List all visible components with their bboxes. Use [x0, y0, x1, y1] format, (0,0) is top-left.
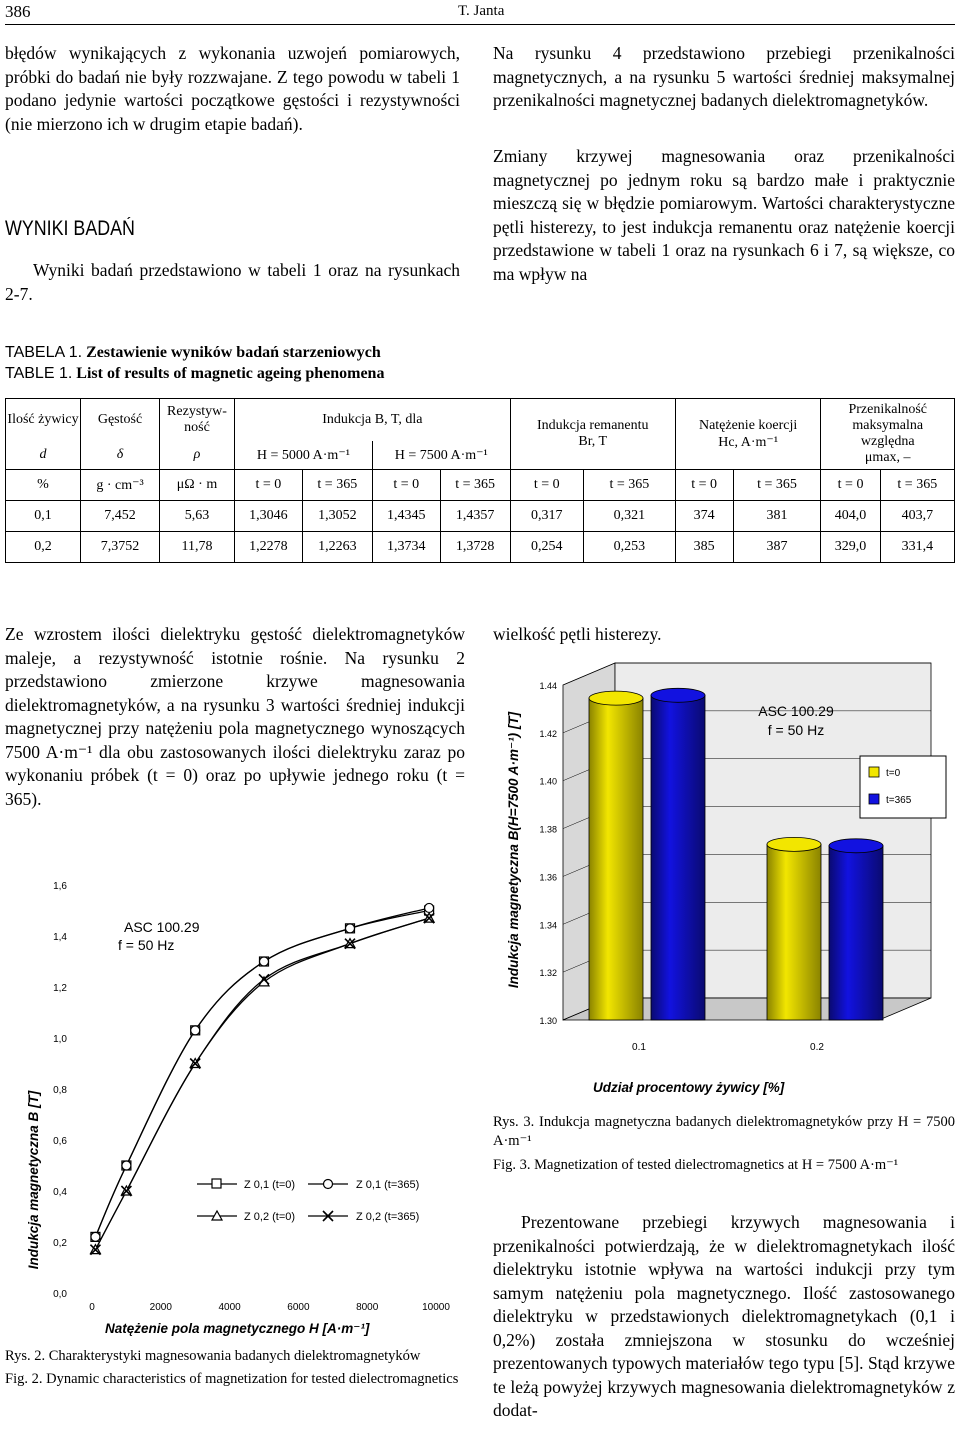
legend-label: Z 0,1 (t=365): [356, 1179, 420, 1191]
fig2-markers: [90, 903, 434, 1254]
data-point-circle: [91, 1232, 100, 1241]
table-label-pl: TABELA 1.: [5, 344, 83, 361]
fig3-caption-pl: Rys. 3. Indukcja magnetyczna badanych dielektromagnetyków przy H = 7500 A·m⁻¹: [493, 1114, 955, 1149]
fig2-ylabel: Indukcja magnetyczna B [T]: [26, 1090, 41, 1270]
fig2-annotation-line2: f = 50 Hz: [118, 937, 175, 953]
table-cell: 0,253: [583, 532, 675, 563]
y-tick-label: 0,2: [53, 1238, 67, 1249]
col1-bottom-paragraph: Ze wzrostem ilości dielektryku gęstość dielektromagnetyków maleje, a rezystywność istotnie rośnie. Na rysunku 2 przedstawiono zmierzone krzywe magnesowania dielektromagnetyków, a na rysunku 3 wartości średniej indukcji magnetycznej przy natężeniu pola magnetycznego wynoszących 7500 A·m⁻¹ dla obu zastosowanych ilości dielektryku zaraz po wykonaniu próbek (t = 0) oraz po upływie jednego roku (t = 365).: [5, 624, 465, 809]
intro-paragraph: błędów wynikających z wykonania uzwojeń pomiarowych, próbki do badań nie były rozzwajane. Z tego powodu w tabeli 1 podano jedynie wartości początkowe gęstości i rezystywności (nie mierzono ich w drugim etapie badań).: [5, 43, 460, 134]
data-point-circle: [425, 903, 434, 912]
y-tick-label: 1,0: [53, 1034, 67, 1045]
y-tick-label: 1.32: [539, 968, 557, 979]
col2-paragraph-1: Na rysunku 4 przedstawiono przebiegi przenikalności magnetycznych, a na rysunku 5 wartości średniej maksymalnej przenikalności magnetycznej badanych dielektromagnetyków.: [493, 43, 955, 110]
results-paragraph: Wyniki badań przedstawiono w tabeli 1 oraz na rysunkach 2-7.: [5, 260, 460, 304]
unit-cell: t = 0: [510, 470, 583, 501]
th-koercja-symbol: Hc, A·m⁻¹: [718, 434, 779, 450]
th-remanent-symbol: Br, T: [578, 434, 608, 449]
table-cell: 331,4: [880, 532, 954, 563]
bar: [589, 698, 643, 1020]
fig2-caption-pl: Rys. 2. Charakterystyki magnesowania badanych dielektromagnetyków: [5, 1348, 421, 1364]
fig2-axes: [53, 881, 450, 1313]
section-heading: WYNIKI BADAŃ: [5, 217, 135, 240]
table-cell: 1,4357: [440, 501, 510, 532]
y-tick-label: 1,4: [53, 932, 67, 943]
th-indukcja: Indukcja B, T, dla: [235, 399, 511, 442]
table-cell: 0,321: [583, 501, 675, 532]
legend-label: Z 0,1 (t=0): [244, 1179, 296, 1191]
table-cell: 1,2278: [235, 532, 303, 563]
fig3-caption-en: Fig. 3. Magnetization of tested dielectromagnetics at H = 7500 A·m⁻¹: [493, 1157, 899, 1173]
th-ilosc: Ilość żywicy: [6, 399, 81, 442]
table-cell: 403,7: [880, 501, 954, 532]
page-number: 386: [5, 2, 31, 21]
unit-cell: %: [6, 470, 81, 501]
table-cell: 1,3046: [235, 501, 303, 532]
th-gestosc: Gęstość: [81, 399, 160, 442]
legend-label: Z 0,2 (t=0): [244, 1211, 296, 1223]
th-przenik-label: Przenikalność maksymalna względna: [848, 402, 927, 449]
th-remanent-label: Indukcja remanentu: [536, 418, 649, 433]
legend-swatch: [869, 767, 879, 777]
unit-cell: t = 365: [302, 470, 372, 501]
table-cell: 1,3728: [440, 532, 510, 563]
fig3-legend: [860, 756, 946, 818]
y-tick-label: 1.34: [539, 920, 557, 931]
y-tick-label: 1.36: [539, 872, 557, 883]
table-cell: 11,78: [160, 532, 235, 563]
unit-cell: t = 365: [440, 470, 510, 501]
y-tick-label: 0,0: [53, 1289, 67, 1300]
legend-label: Z 0,2 (t=365): [356, 1211, 420, 1223]
th-rezyst: Rezystyw-ność: [160, 399, 235, 442]
x-tick-label: 6000: [287, 1302, 310, 1313]
fig2-xlabel: Natężenie pola magnetycznego H [A·m⁻¹]: [105, 1321, 370, 1336]
table-row: [6, 532, 955, 563]
fig3-xlabel: Udział procentowy żywicy [%]: [593, 1080, 785, 1095]
x-tick-label: 0.1: [632, 1042, 646, 1053]
y-tick-label: 1.40: [539, 776, 557, 787]
series-line: [95, 918, 429, 1250]
bar: [651, 695, 705, 1020]
data-point-circle: [260, 957, 269, 966]
unit-cell: t = 365: [733, 470, 821, 501]
bar: [767, 844, 821, 1020]
x-tick-label: 8000: [356, 1302, 379, 1313]
data-point-circle: [346, 924, 355, 933]
fig3-ylabel: Indukcja magnetyczna B(H=7500 A·m⁻¹) [T]: [506, 711, 521, 989]
table-row: [6, 501, 955, 532]
col2-paragraph-2: Zmiany krzywej magnesowania oraz przenikalności magnetycznej po jednym roku są bardzo małe i praktycznie mieszczą się w błędzie pomiarowym. Wartości charakterystyczne pętli histerezy, to jest indukcja remanentu oraz natężenie koercji przedstawione w tabeli 1 oraz na rysunkach 6 i 7, są większe, co ma wpływ na: [493, 146, 955, 284]
series-line: [95, 918, 429, 1250]
legend-marker-square: [212, 1179, 221, 1188]
legend-label: t=0: [886, 768, 901, 779]
legend-swatch: [869, 794, 879, 804]
table-cell: 0,254: [510, 532, 583, 563]
legend-label: t=365: [886, 795, 912, 806]
fig3-annotation-line2: f = 50 Hz: [767, 722, 825, 738]
table-cell: 5,63: [160, 501, 235, 532]
unit-cell: t = 365: [583, 470, 675, 501]
page-header: [5, 0, 955, 25]
y-tick-label: 1.42: [539, 728, 557, 739]
unit-cell: μΩ · m: [160, 470, 235, 501]
th-przenik: [821, 399, 955, 470]
table-cell: 374: [675, 501, 733, 532]
table-cell: 7,3752: [81, 532, 160, 563]
legend-marker-circle: [324, 1180, 333, 1189]
running-author: T. Janta: [458, 3, 505, 19]
fig2-annotation-line1: ASC 100.29: [124, 919, 200, 935]
data-point-circle: [191, 1026, 200, 1035]
table-cell: 385: [675, 532, 733, 563]
th-koercja: [675, 399, 821, 470]
unit-cell: t = 365: [880, 470, 954, 501]
col2-continuation: wielkość pętli histerezy.: [493, 624, 662, 644]
y-tick-label: 1,2: [53, 983, 67, 994]
fig2-legend: [197, 1179, 419, 1223]
fig3-chart: [493, 660, 960, 1105]
unit-cell: g · cm⁻³: [81, 470, 160, 501]
x-tick-label: 0.2: [810, 1042, 824, 1053]
col2-bottom-paragraph: Prezentowane przebiegi krzywych magnesowania i przenikalności potwierdzają, że w dielektromagnetykach ilość dielektryku istotnie wpływa na wartości indukcji przy tym samym natężeniu pola magnetycznego. Ilość zastosowanego dielektryku w przedstawionych dielektromagnetykach (0,1 i 0,2%) została zmniejszona w stosunku do wcześniej prezentowanych typowych materiałów tego typu [5]. Stąd krzywe te leżą powyżej krzywych magnesowania dielektromagnetyków z dodat-: [493, 1212, 955, 1420]
y-tick-label: 1.30: [539, 1016, 557, 1026]
y-tick-label: 0,4: [53, 1187, 67, 1198]
x-tick-label: 2000: [149, 1302, 172, 1313]
table-cell: 381: [733, 501, 821, 532]
unit-cell: t = 0: [821, 470, 880, 501]
bar-cap: [651, 688, 705, 702]
th-przenik-symbol: μmax, –: [864, 450, 911, 465]
table-cell: 404,0: [821, 501, 880, 532]
y-tick-label: 0,6: [53, 1136, 67, 1147]
y-tick-label: 1,6: [53, 881, 67, 892]
bar-cap: [589, 691, 643, 705]
th-h7500: H = 7500 A·m⁻¹: [372, 441, 510, 470]
table-title-pl: Zestawienie wyników badań starzeniowych: [86, 344, 381, 361]
unit-cell: t = 0: [372, 470, 440, 501]
data-point-circle: [122, 1161, 131, 1170]
sym-d: d: [6, 441, 81, 470]
table-cell: 329,0: [821, 532, 880, 563]
fig2-chart: [0, 860, 470, 1340]
x-tick-label: 10000: [422, 1302, 450, 1313]
table-cell: 0,1: [6, 501, 81, 532]
table-cell: 387: [733, 532, 821, 563]
bar-cap: [829, 839, 883, 853]
y-tick-label: 1.44: [539, 681, 557, 691]
unit-cell: t = 0: [235, 470, 303, 501]
x-tick-label: 4000: [218, 1302, 241, 1313]
table-cell: 0,317: [510, 501, 583, 532]
table-caption: [5, 342, 384, 384]
table-cell: 7,452: [81, 501, 160, 532]
sym-delta: δ: [81, 441, 160, 470]
bar-cap: [767, 837, 821, 851]
sym-rho: ρ: [160, 441, 235, 470]
table-cell: 1,3734: [372, 532, 440, 563]
table-cell: 1,2263: [302, 532, 372, 563]
bar: [829, 846, 883, 1020]
fig3-annotation-line1: ASC 100.29: [758, 703, 834, 719]
unit-cell: t = 0: [675, 470, 733, 501]
y-tick-label: 1.38: [539, 824, 557, 835]
th-remanent: [510, 399, 675, 470]
table-cell: 1,3052: [302, 501, 372, 532]
table-cell: 1,4345: [372, 501, 440, 532]
table-label-en: TABLE 1.: [5, 365, 73, 382]
th-koercja-label: Natężenie koercji: [698, 417, 798, 433]
results-table: [5, 398, 955, 563]
th-h5000: H = 5000 A·m⁻¹: [235, 441, 373, 470]
table-title-en: List of results of magnetic ageing phenomena: [76, 365, 385, 382]
y-tick-label: 0,8: [53, 1085, 67, 1096]
fig2-caption-en: Fig. 2. Dynamic characteristics of magnetization for tested dielectromagnetics: [5, 1371, 459, 1387]
table-cell: 0,2: [6, 532, 81, 563]
x-tick-label: 0: [89, 1302, 95, 1313]
